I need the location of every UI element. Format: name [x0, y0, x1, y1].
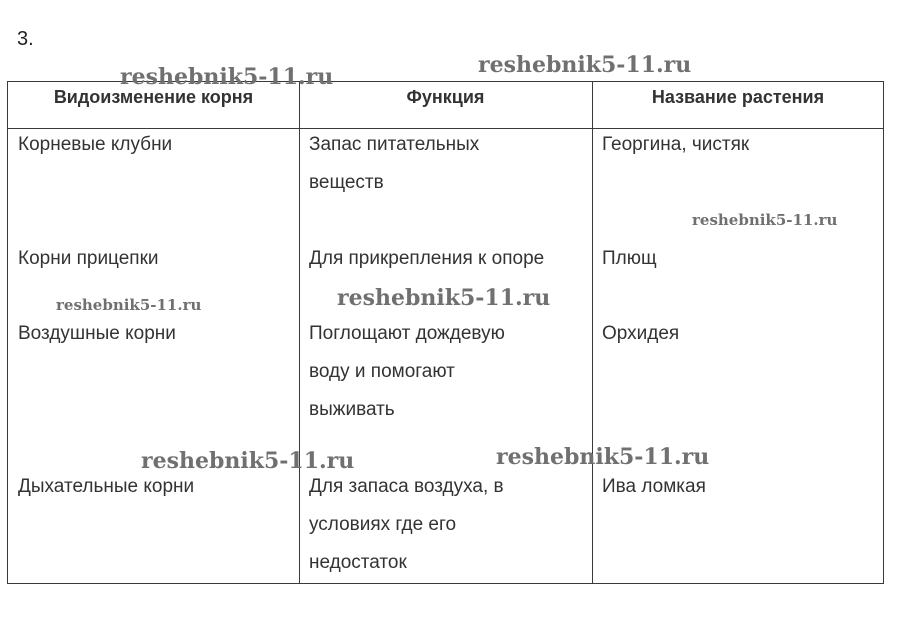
- table-cell-plant: Георгина, чистяк: [602, 134, 750, 155]
- table-cell-function: Для прикрепления к опоре: [309, 248, 545, 269]
- table-cell-modification: Корневые клубни: [18, 134, 173, 155]
- table-cell-plant: Орхидея: [602, 323, 680, 344]
- watermark: reshebnik5-11.ru: [478, 52, 692, 78]
- table-cell-function: Поглощают дождевую воду и помогают выживать: [309, 323, 505, 420]
- table-cell-function: Для запаса воздуха, в условиях где его недостаток: [309, 476, 504, 573]
- column-header-modification: Видоизменение корня: [53, 87, 254, 107]
- watermark: reshebnik5-11.ru: [337, 285, 551, 311]
- watermark: reshebnik5-11.ru: [56, 296, 202, 314]
- table-cell-modification: Воздушные корни: [18, 323, 176, 344]
- watermark: reshebnik5-11.ru: [120, 64, 334, 90]
- table-cell-function: Запас питательных веществ: [309, 134, 480, 193]
- watermark: reshebnik5-11.ru: [692, 211, 838, 229]
- table-cell-modification: Корни прицепки: [18, 248, 159, 269]
- table-cell-modification: Дыхательные корни: [18, 476, 195, 497]
- column-header-function: Функция: [406, 87, 485, 107]
- task-number: 3.: [17, 28, 34, 50]
- watermark: reshebnik5-11.ru: [141, 448, 355, 474]
- column-header-plant: Название растения: [651, 87, 825, 107]
- column-divider: [592, 82, 593, 583]
- column-divider: [299, 82, 300, 583]
- roots-table: [7, 81, 884, 584]
- table-cell-plant: Ива ломкая: [602, 476, 706, 497]
- table-cell-plant: Плющ: [602, 248, 657, 269]
- watermark: reshebnik5-11.ru: [496, 444, 710, 470]
